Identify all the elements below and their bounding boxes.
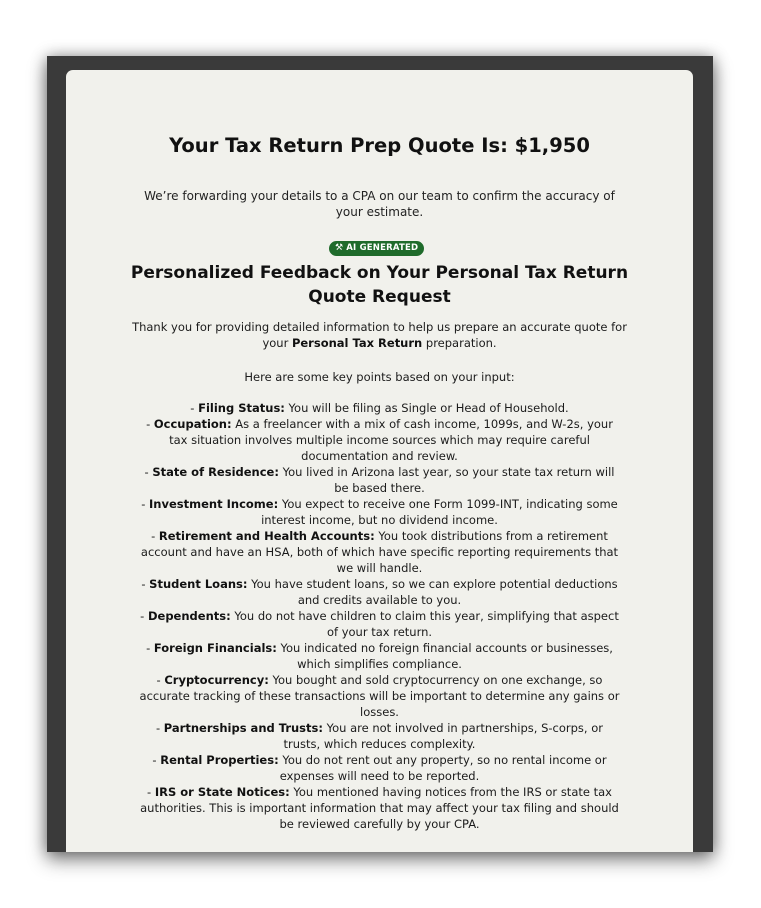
key-point-text: You mentioned having notices from the IRS or state tax authorities. This is important information that may affect your tax filing and should be reviewed carefully by your CPA. xyxy=(140,785,619,831)
key-point-text: You lived in Arizona last year, so your state tax return will be based there. xyxy=(278,465,615,495)
key-point-label: Rental Properties: xyxy=(160,753,279,767)
intro-service-name: Personal Tax Return xyxy=(291,336,423,350)
forwarding-notice: We’re forwarding your details to a CPA on our team to confirm the accuracy of your estimate. xyxy=(144,189,615,219)
ai-generated-badge xyxy=(329,241,424,256)
key-point-text: You do not rent out any property, so no rental income or expenses will need to be reported. xyxy=(278,753,607,783)
key-point-text: You indicated no foreign financial accounts or businesses, which simplifies compliance. xyxy=(276,641,613,671)
key-point-label: Cryptocurrency: xyxy=(164,673,269,687)
key-point-label: IRS or State Notices: xyxy=(154,785,290,799)
key-points-intro: Here are some key points based on your input: xyxy=(244,370,515,384)
key-point-text: You are not involved in partnerships, S-corps, or trusts, which reduces complexity. xyxy=(283,721,603,751)
key-point-state-of-residence: - State of Residence: You lived in Arizona last year, so your state tax return will be based there. xyxy=(144,465,615,495)
key-point-text: You bought and sold cryptocurrency on one exchange, so accurate tracking of these transactions will be important to determine any gains or losses. xyxy=(139,673,620,719)
ai-generated-label: AI GENERATED xyxy=(346,243,419,253)
key-point-filing-status: - Filing Status: You will be filing as Single or Head of Household. xyxy=(190,401,569,415)
key-point-dependents: - Dependents: You do not have children to claim this year, simplifying that aspect of your tax return. xyxy=(140,609,619,639)
key-point-label: Investment Income: xyxy=(149,497,279,511)
key-point-label: Filing Status: xyxy=(198,401,285,415)
key-point-label: State of Residence: xyxy=(152,465,279,479)
key-point-investment-income: - Investment Income: You expect to receive one Form 1099-INT, indicating some interest income, but no dividend income. xyxy=(141,497,618,527)
key-point-text: You expect to receive one Form 1099-INT, indicating some interest income, but no dividend income. xyxy=(261,497,618,527)
intro-suffix: preparation. xyxy=(422,336,497,350)
key-point-label: Dependents: xyxy=(147,609,231,623)
key-point-partnerships-trusts: - Partnerships and Trusts: You are not involved in partnerships, S-corps, or trusts, which reduces complexity. xyxy=(155,721,603,751)
magic-wand-icon: ⚒ xyxy=(335,243,344,253)
key-point-retirement-health: - Retirement and Health Accounts: You took distributions from a retirement account and have an HSA, both of which have specific reporting requirements that we will handle. xyxy=(140,529,619,575)
feedback-intro xyxy=(132,319,627,351)
key-point-label: Partnerships and Trusts: xyxy=(163,721,323,735)
key-point-text: You do not have children to claim this year, simplifying that aspect of your tax return. xyxy=(230,609,619,639)
key-point-label: Retirement and Health Accounts: xyxy=(158,529,375,543)
key-point-text: You have student loans, so we can explore potential deductions and credits available to you. xyxy=(247,577,618,607)
key-point-text: You took distributions from a retirement account and have an HSA, both of which have specific reporting requirements that we will handle. xyxy=(140,529,619,575)
key-point-text: You will be filing as Single or Head of Household. xyxy=(284,401,569,415)
key-point-rental-properties: - Rental Properties: You do not rent out any property, so no rental income or expenses will need to be reported. xyxy=(152,753,607,783)
key-point-occupation: - Occupation: As a freelancer with a mix of cash income, 1099s, and W-2s, your tax situation involves multiple income sources which may require careful documentation and review. xyxy=(146,417,613,463)
key-points-list xyxy=(138,400,621,832)
key-point-label: Student Loans: xyxy=(149,577,248,591)
key-point-student-loans: - Student Loans: You have student loans, so we can explore potential deductions and credits available to you. xyxy=(141,577,618,607)
feedback-title: Personalized Feedback on Your Personal Tax Return Quote Request xyxy=(130,263,629,307)
key-point-label: Occupation: xyxy=(153,417,232,431)
key-point-label: Foreign Financials: xyxy=(153,641,277,655)
intro-prefix: Thank you for providing detailed information to help us prepare an accurate quote for your xyxy=(132,320,627,350)
key-point-cryptocurrency: - Cryptocurrency: You bought and sold cryptocurrency on one exchange, so accurate tracking of these transactions will be important to determine any gains or losses. xyxy=(139,673,620,719)
quote-result-card xyxy=(66,70,693,852)
key-point-irs-notices: - IRS or State Notices: You mentioned having notices from the IRS or state tax authorities. This is important information that may affect your tax filing and should be reviewed carefully by your CPA. xyxy=(140,785,619,831)
quote-title: Your Tax Return Prep Quote Is: $1,950 xyxy=(169,134,590,157)
key-point-foreign-financials: - Foreign Financials: You indicated no foreign financial accounts or businesses, which simplifies compliance. xyxy=(146,641,613,671)
key-point-text: As a freelancer with a mix of cash income, 1099s, and W-2s, your tax situation involves multiple income sources which may require careful documentation and review. xyxy=(169,417,613,463)
